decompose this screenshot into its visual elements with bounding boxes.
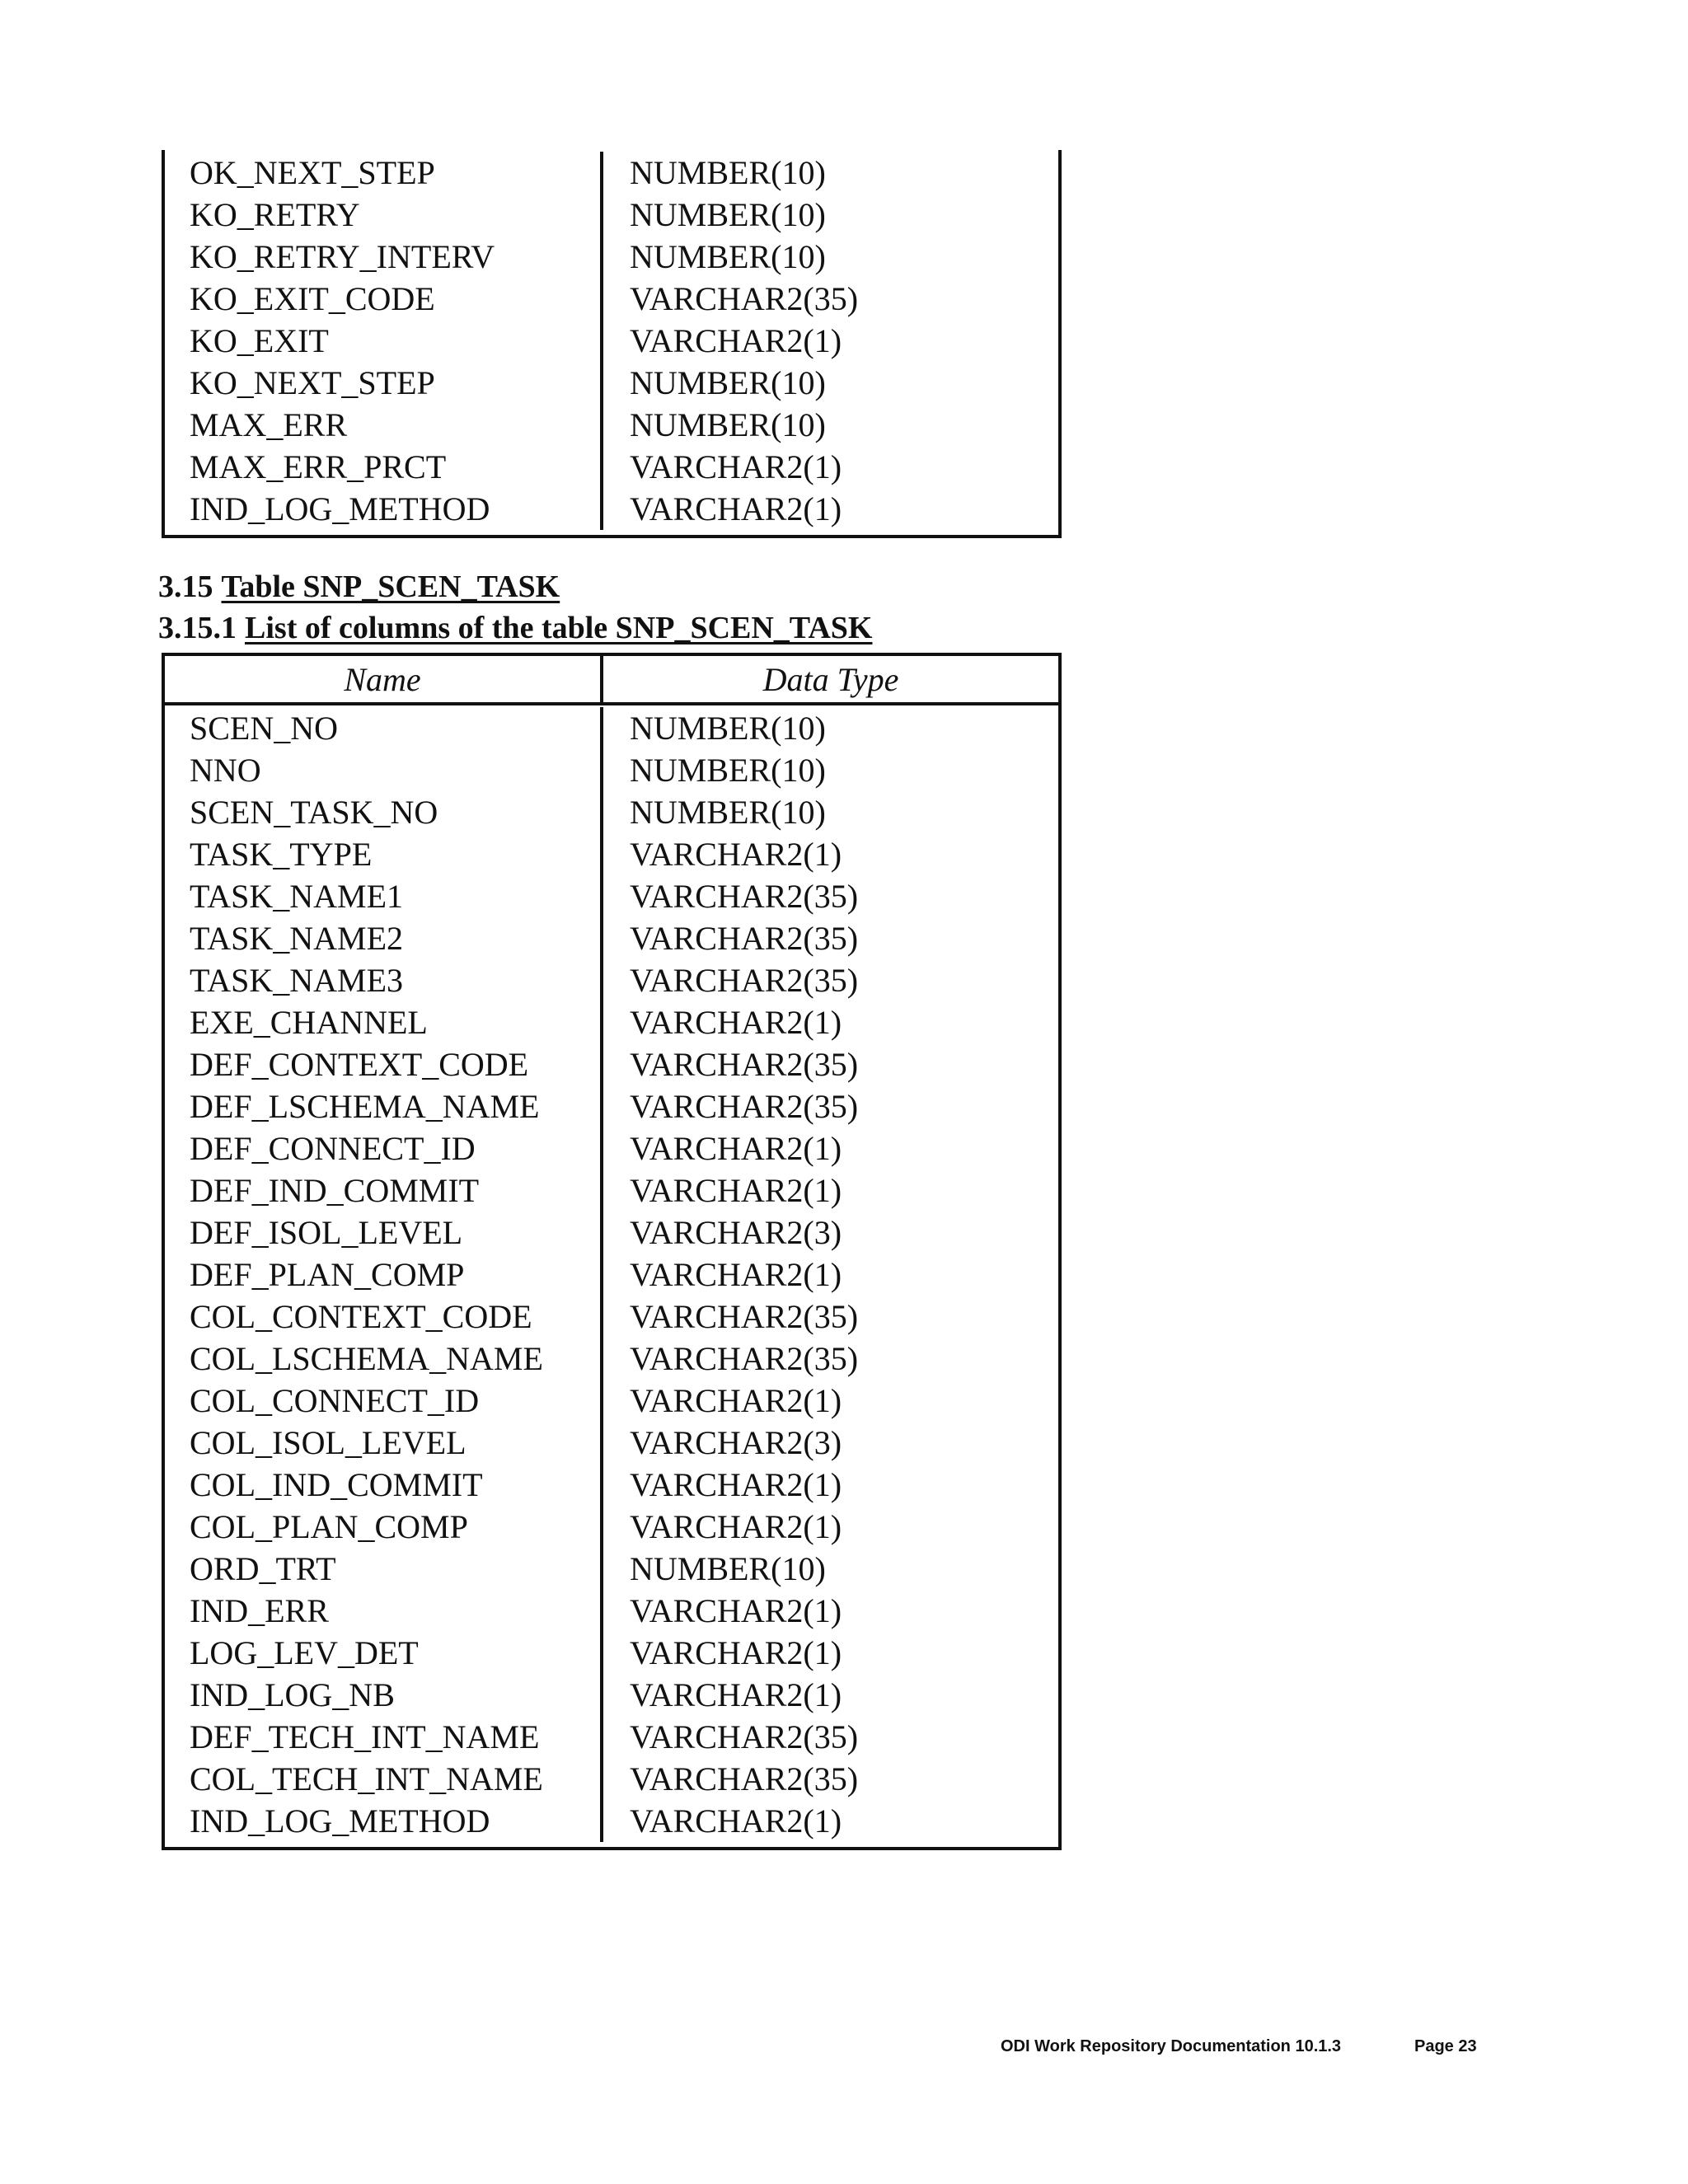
data-type-cell: VARCHAR2(35) [630,1046,859,1083]
data-type-cell: VARCHAR2(1) [630,448,842,485]
table-row [165,917,1058,959]
table-row [165,959,1058,1001]
data-type-cell: NUMBER(10) [630,794,826,831]
column-name-cell: DEF_IND_COMMIT [165,1169,603,1212]
table-row [165,446,1058,488]
data-type-cell: NUMBER(10) [630,406,826,443]
column-name-cell: NNO [165,749,603,791]
column-name-cell: COL_CONTEXT_CODE [165,1296,603,1338]
column-name-cell: SCEN_NO [165,707,603,749]
footer-document-title: ODI Work Repository Documentation 10.1.3 [1001,2037,1342,2055]
column-name-cell: ORD_TRT [165,1548,603,1590]
data-type-cell: VARCHAR2(1) [630,1466,842,1503]
data-type-cell: NUMBER(10) [630,154,826,191]
column-name-cell: COL_CONNECT_ID [165,1380,603,1422]
table-row [165,749,1058,791]
table-row [165,320,1058,362]
table-header-row [165,656,1058,705]
column-name-cell: KO_RETRY [165,194,603,236]
table-row [165,833,1058,875]
section-number: 3.15 [158,569,213,604]
data-type-cell: VARCHAR2(35) [630,920,859,957]
subsection-title: List of columns of the table SNP_SCEN_TASK [245,611,873,645]
data-type-cell: VARCHAR2(1) [630,1676,842,1713]
data-type-cell: NUMBER(10) [630,196,826,233]
data-type-cell: VARCHAR2(1) [630,836,842,873]
table-row [165,278,1058,320]
column-name-cell: KO_EXIT [165,320,603,362]
column-name-cell: DEF_PLAN_COMP [165,1254,603,1296]
table-row [165,1800,1058,1842]
data-type-cell: VARCHAR2(1) [630,1592,842,1629]
columns-table [162,653,1062,1850]
table-row [165,875,1058,917]
column-name-cell: EXE_CHANNEL [165,1001,603,1043]
column-name-cell: DEF_CONNECT_ID [165,1127,603,1169]
column-name-cell: TASK_NAME1 [165,875,603,917]
table-row [165,1169,1058,1212]
column-name-cell: SCEN_TASK_NO [165,791,603,833]
data-type-cell: NUMBER(10) [630,1550,826,1587]
column-name-cell: IND_LOG_METHOD [165,1800,603,1842]
table-row [165,1590,1058,1632]
continued-columns-table [162,150,1062,538]
table-row [165,488,1058,530]
data-type-cell: VARCHAR2(1) [630,322,842,359]
data-type-cell: VARCHAR2(1) [630,1382,842,1419]
table-row [165,236,1058,278]
column-name-cell: KO_RETRY_INTERV [165,236,603,278]
table-row [165,707,1058,749]
column-name-cell: COL_ISOL_LEVEL [165,1422,603,1464]
subsection-number: 3.15.1 [158,611,237,645]
data-type-cell: VARCHAR2(35) [630,1298,859,1335]
column-name-cell: COL_IND_COMMIT [165,1464,603,1506]
data-type-cell: VARCHAR2(35) [630,878,859,915]
column-name-cell: COL_TECH_INT_NAME [165,1758,603,1800]
table-row [165,1506,1058,1548]
data-type-cell: VARCHAR2(35) [630,1760,859,1797]
data-type-cell: VARCHAR2(1) [630,1508,842,1545]
data-type-cell: VARCHAR2(3) [630,1424,842,1461]
data-type-cell: VARCHAR2(1) [630,1802,842,1840]
header-name: Name [165,656,603,702]
data-type-cell: NUMBER(10) [630,364,826,401]
column-name-cell: DEF_TECH_INT_NAME [165,1716,603,1758]
data-type-cell: VARCHAR2(1) [630,1172,842,1209]
data-type-cell: NUMBER(10) [630,710,826,747]
data-type-cell: VARCHAR2(35) [630,280,859,317]
data-type-cell: VARCHAR2(1) [630,1130,842,1167]
column-name-cell: COL_PLAN_COMP [165,1506,603,1548]
table-row [165,1716,1058,1758]
data-type-cell: VARCHAR2(3) [630,1214,842,1251]
column-name-cell: LOG_LEV_DET [165,1632,603,1674]
column-name-cell: KO_NEXT_STEP [165,362,603,404]
column-name-cell: DEF_ISOL_LEVEL [165,1212,603,1254]
section-heading [158,569,560,605]
table-row [165,1422,1058,1464]
column-name-cell: IND_ERR [165,1590,603,1632]
table-body [165,705,1058,1847]
data-type-cell: VARCHAR2(1) [630,1256,842,1293]
data-type-cell: VARCHAR2(1) [630,490,842,527]
data-type-cell: NUMBER(10) [630,752,826,789]
column-name-cell: DEF_LSCHEMA_NAME [165,1085,603,1127]
column-name-cell: COL_LSCHEMA_NAME [165,1338,603,1380]
table-row [165,1674,1058,1716]
table-row [165,1296,1058,1338]
table-row [165,1254,1058,1296]
table-row [165,1632,1058,1674]
column-name-cell: MAX_ERR_PRCT [165,446,603,488]
header-data-type: Data Type [762,660,899,698]
data-type-cell: VARCHAR2(1) [630,1634,842,1671]
column-name-cell: OK_NEXT_STEP [165,152,603,194]
subsection-heading [158,610,872,646]
column-name-cell: TASK_TYPE [165,833,603,875]
data-type-cell: NUMBER(10) [630,238,826,275]
table-row [165,362,1058,404]
column-name-cell: IND_LOG_NB [165,1674,603,1716]
table-row [165,1548,1058,1590]
footer-page-number: Page 23 [1414,2037,1477,2055]
data-type-cell: VARCHAR2(35) [630,1340,859,1377]
table-row [165,1212,1058,1254]
table-row [165,791,1058,833]
column-name-cell: TASK_NAME2 [165,917,603,959]
table-row [165,1380,1058,1422]
table-row [165,1758,1058,1800]
data-type-cell: VARCHAR2(35) [630,1718,859,1755]
table-row [165,1001,1058,1043]
table-row [165,404,1058,446]
section-title: Table SNP_SCEN_TASK [221,569,560,604]
column-name-cell: IND_LOG_METHOD [165,488,603,530]
data-type-cell: VARCHAR2(1) [630,1004,842,1041]
table-row [165,1127,1058,1169]
data-type-cell: VARCHAR2(35) [630,962,859,999]
column-name-cell: MAX_ERR [165,404,603,446]
continued-table-body [165,150,1058,535]
column-name-cell: DEF_CONTEXT_CODE [165,1043,603,1085]
data-type-cell: VARCHAR2(35) [630,1088,859,1125]
table-row [165,1338,1058,1380]
table-row [165,194,1058,236]
column-name-cell: KO_EXIT_CODE [165,278,603,320]
table-row [165,1085,1058,1127]
column-name-cell: TASK_NAME3 [165,959,603,1001]
table-row [165,152,1058,194]
table-row [165,1464,1058,1506]
table-row [165,1043,1058,1085]
